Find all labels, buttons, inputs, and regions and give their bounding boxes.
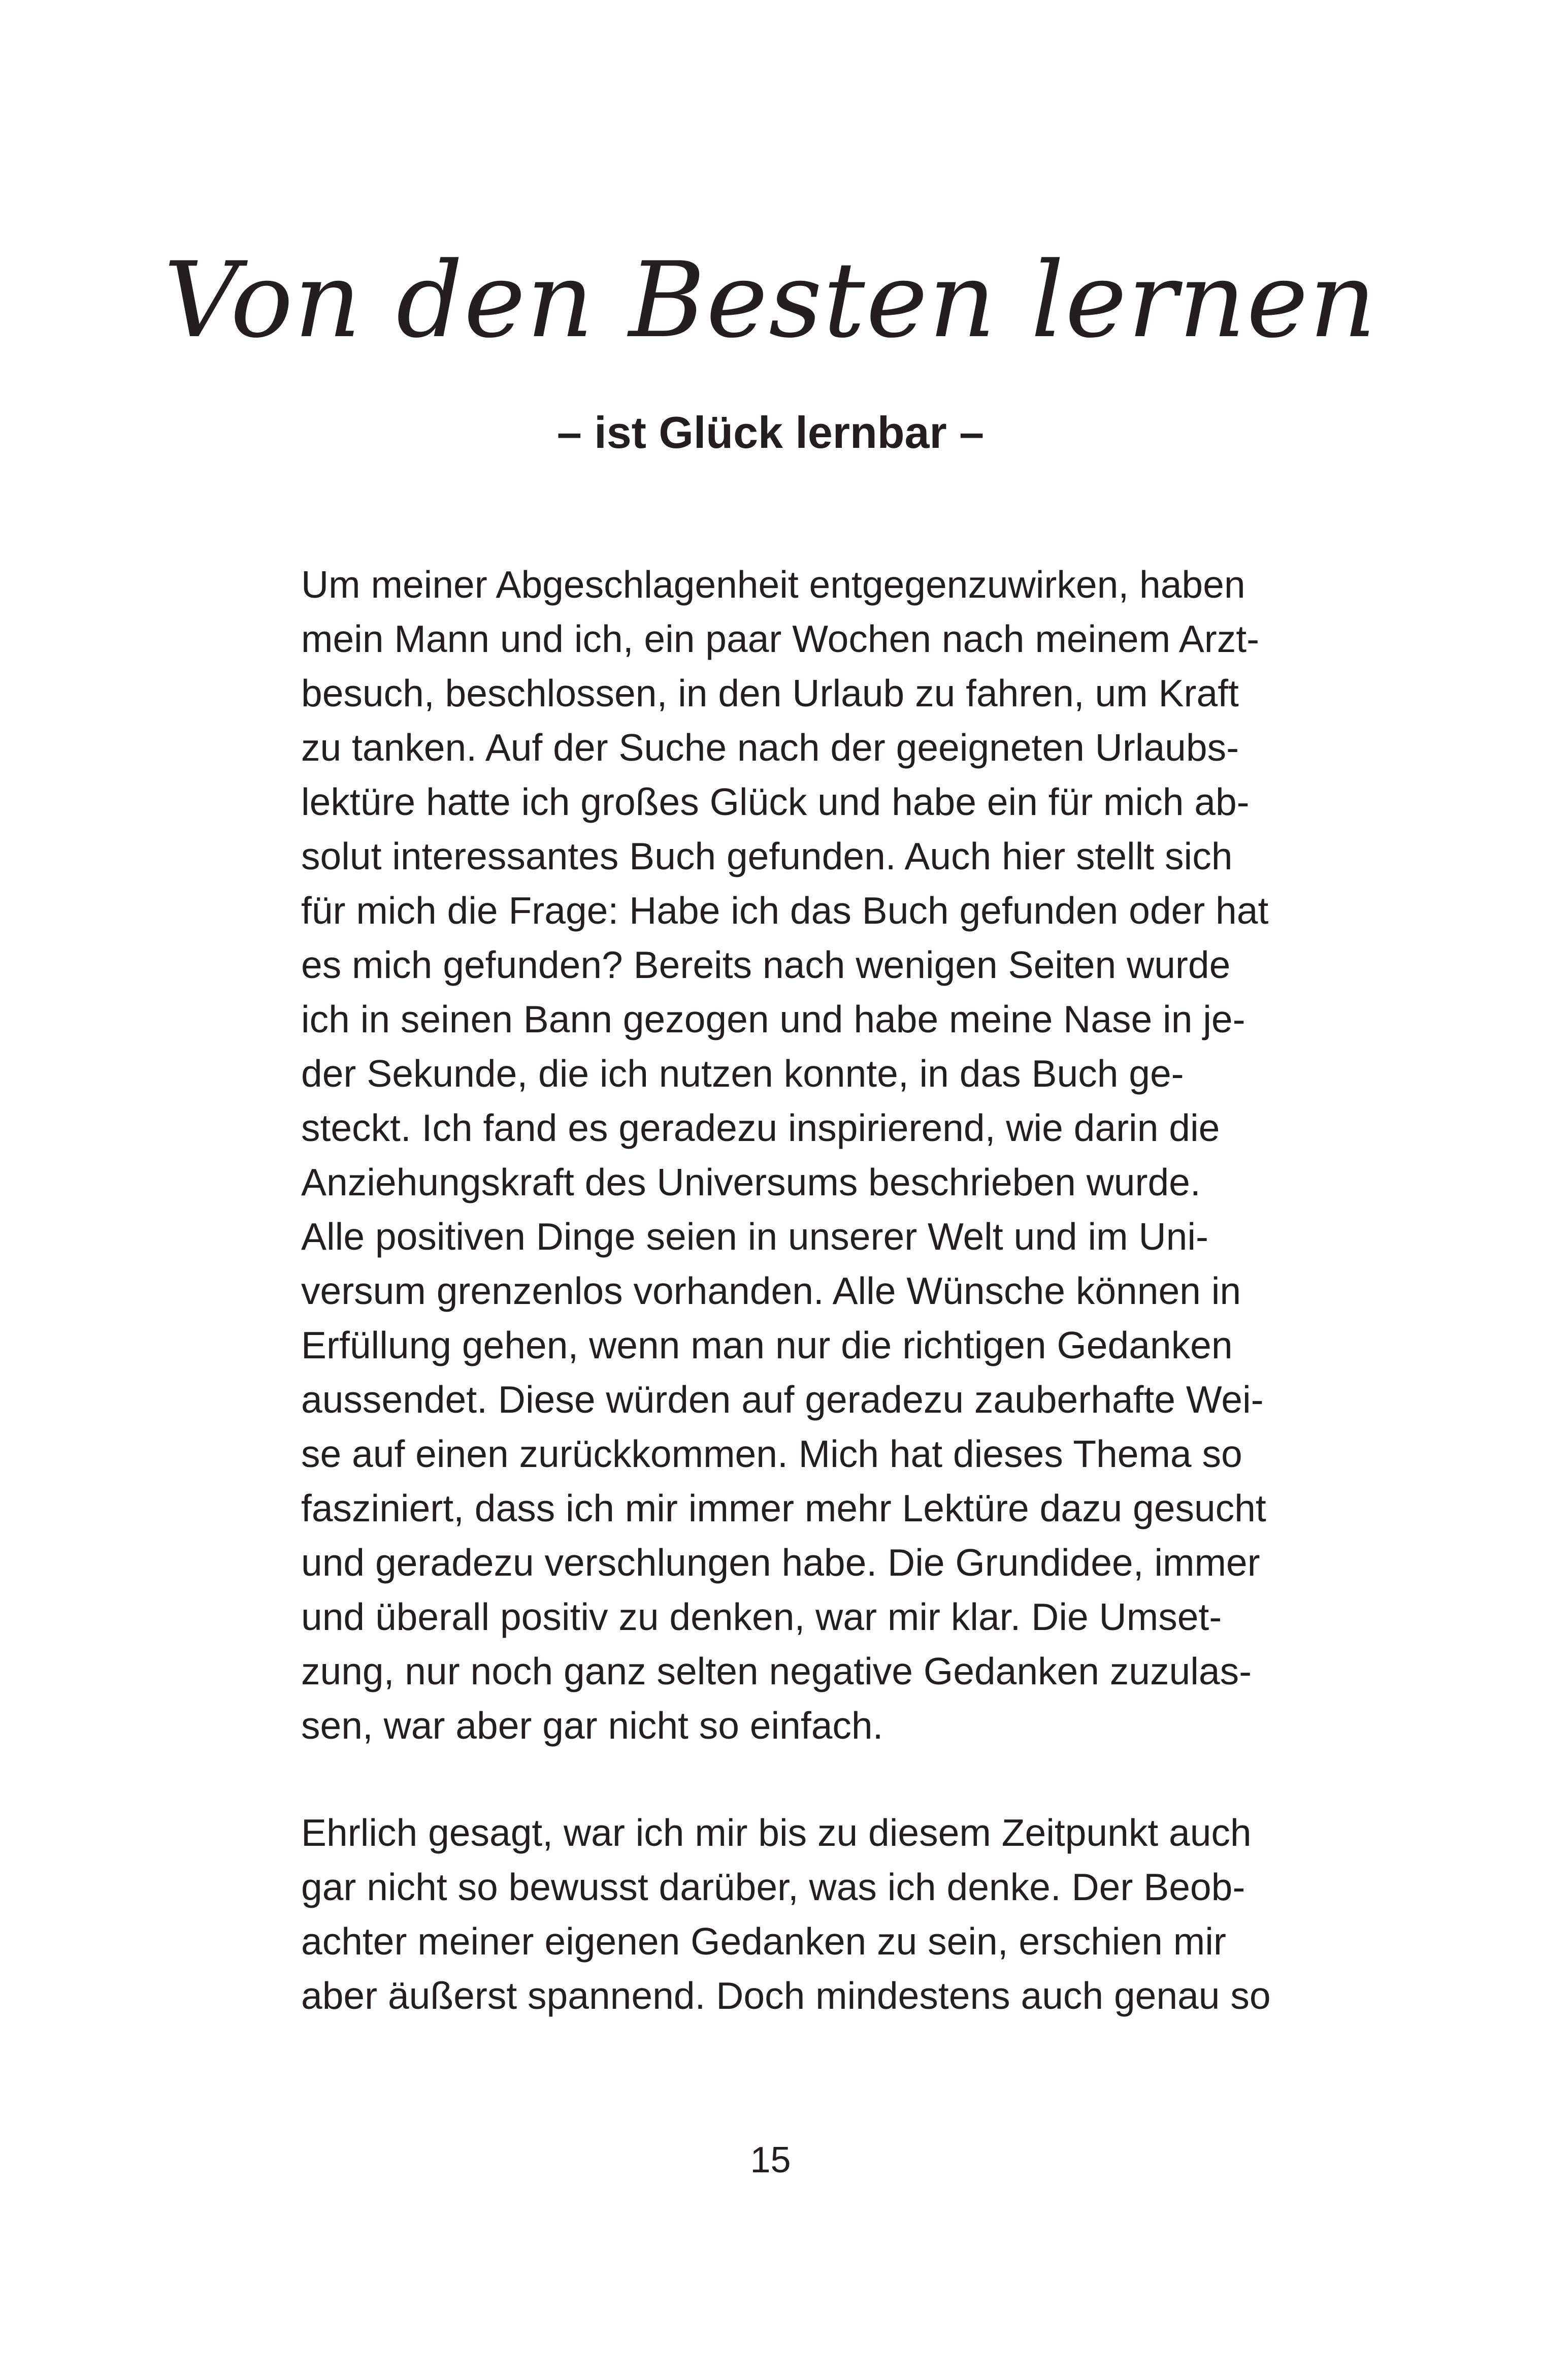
text-line: lektüre hatte ich großes Glück und habe ein für mich ab- [301, 780, 1250, 823]
text-line: der Sekunde, die ich nutzen konnte, in das Buch ge- [301, 1052, 1184, 1095]
text-line: aussendet. Diese würden auf geradezu zauberhafte Wei- [301, 1378, 1264, 1421]
text-line: und geradezu verschlungen habe. Die Grundidee, immer [301, 1541, 1260, 1584]
page-number: 15 [750, 2140, 791, 2180]
text-line: mein Mann und ich, ein paar Wochen nach meinem Arzt- [301, 617, 1260, 660]
text-line: Anziehungskraft des Universums beschrieben wurde. [301, 1161, 1201, 1203]
text-line: se auf einen zurückkommen. Mich hat dieses Thema so [301, 1432, 1242, 1475]
text-line: sen, war aber gar nicht so einfach. [301, 1704, 883, 1747]
text-line: achter meiner eigenen Gedanken zu sein, erschien mir [301, 1920, 1226, 1963]
body-paragraph-2 [301, 1806, 1327, 2023]
text-line: Erfüllung gehen, wenn man nur die richtigen Gedanken [301, 1324, 1233, 1366]
text-line: zung, nur noch ganz selten negative Gedanken zuzulas- [301, 1650, 1252, 1692]
text-line: es mich gefunden? Bereits nach wenigen Seiten wurde [301, 943, 1231, 986]
text-line: solut interessantes Buch gefunden. Auch hier stellt sich [301, 835, 1233, 877]
text-line: für mich die Frage: Habe ich das Buch gefunden oder hat [301, 889, 1269, 932]
chapter-title: Von den Besten lernen [163, 240, 1378, 361]
text-line: aber äußerst spannend. Doch mindestens auch genau so [301, 1974, 1271, 2017]
chapter-subtitle: – ist Glück lernbar – [556, 407, 985, 458]
text-line: Ehrlich gesagt, war ich mir bis zu diesem Zeitpunkt auch [301, 1811, 1252, 1854]
text-line: zu tanken. Auf der Suche nach der geeigneten Urlaubs- [301, 726, 1239, 769]
text-line: besuch, beschlossen, in den Urlaub zu fahren, um Kraft [301, 672, 1239, 714]
text-line: und überall positiv zu denken, war mir klar. Die Umset- [301, 1595, 1222, 1638]
text-line: versum grenzenlos vorhanden. Alle Wünsche können in [301, 1269, 1241, 1312]
text-line: fasziniert, dass ich mir immer mehr Lektüre dazu gesucht [301, 1487, 1266, 1529]
text-line: Alle positiven Dinge seien in unserer Welt und im Uni- [301, 1215, 1208, 1258]
text-line: steckt. Ich fand es geradezu inspirierend, wie darin die [301, 1106, 1220, 1149]
body-paragraph-1 [301, 558, 1327, 1753]
text-line: Um meiner Abgeschlagenheit entgegenzuwirken, haben [301, 563, 1245, 606]
text-line: ich in seinen Bann gezogen und habe meine Nase in je- [301, 998, 1245, 1040]
text-line: gar nicht so bewusst darüber, was ich denke. Der Beob- [301, 1866, 1245, 1908]
